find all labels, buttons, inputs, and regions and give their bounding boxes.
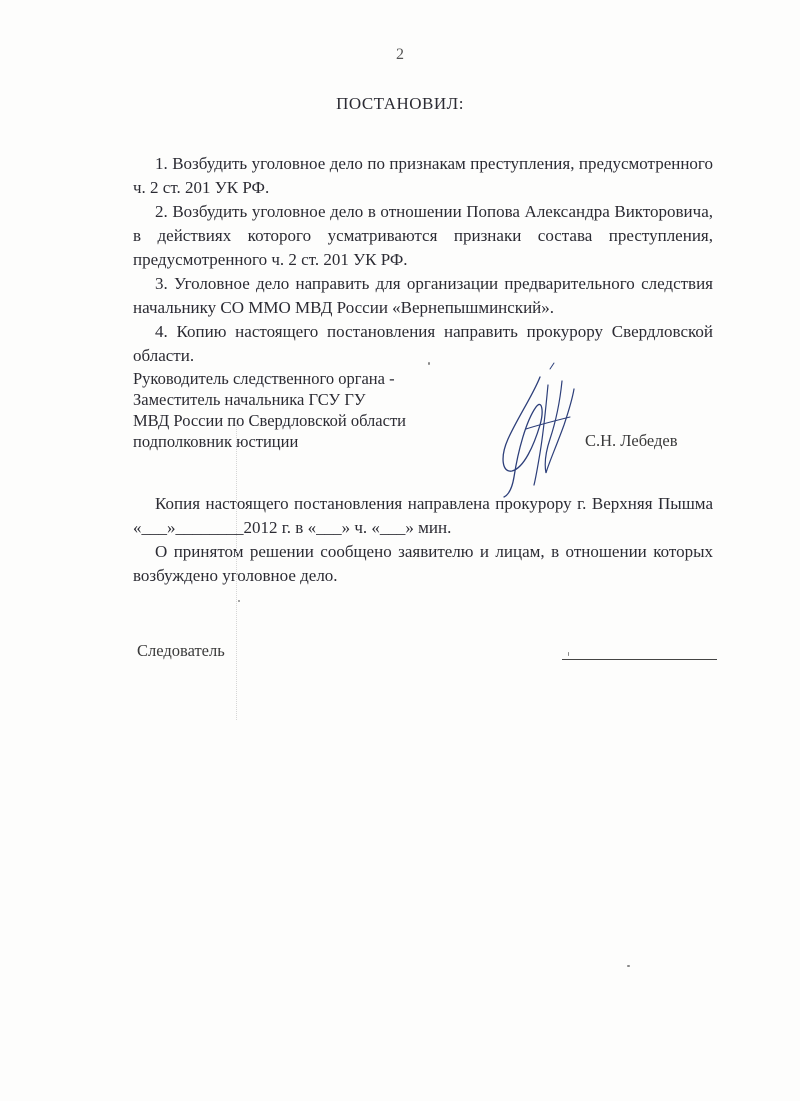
resolution-items <box>133 152 713 368</box>
copy-sent-note: Копия настоящего постановления направлена прокурору г. Верхняя Пышма «___»________2012 г. в «___» ч. «___» мин. <box>133 494 713 537</box>
signatory-block <box>133 368 406 452</box>
scan-speck <box>627 965 630 967</box>
resolution-item-4: 4. Копию настоящего постановления направить прокурору Свердловской области. <box>133 322 713 365</box>
resolution-item-2: 2. Возбудить уголовное дело в отношении Попова Александра Викторовича, в действиях которого усматриваются признаки состава преступления, предусмотренного ч. 2 ст. 201 УК РФ. <box>133 202 713 269</box>
resolution-item-3: 3. Уголовное дело направить для организации предварительного следствия начальнику СО ММО МВД России «Вернепышминский». <box>133 274 713 317</box>
page-number: 2 <box>396 46 404 63</box>
signatory-position-line: Заместитель начальника ГСУ ГУ <box>133 390 366 409</box>
signatory-rank-line: подполковник юстиции <box>133 432 299 451</box>
signatory-position-line: МВД России по Свердловской области <box>133 411 406 430</box>
decision-notice: О принятом решении сообщено заявителю и лицам, в отношении которых возбуждено уголовное дело. <box>133 542 713 585</box>
investigator-label: Следователь <box>137 641 225 660</box>
signatory-position-line: Руководитель следственного органа - <box>133 369 395 388</box>
handwritten-signature <box>478 355 588 505</box>
resolution-heading: ПОСТАНОВИЛ: <box>336 94 464 113</box>
investigator-signature-line <box>562 659 717 660</box>
resolution-item-1: 1. Возбудить уголовное дело по признакам преступления, предусмотренного ч. 2 ст. 201 УК РФ. <box>133 154 713 197</box>
scan-artifact-line <box>236 420 237 720</box>
signatory-name: С.Н. Лебедев <box>585 431 678 450</box>
notes-block <box>133 492 713 588</box>
scan-speck <box>428 362 430 365</box>
scan-speck <box>238 600 240 602</box>
scan-speck <box>568 652 569 656</box>
